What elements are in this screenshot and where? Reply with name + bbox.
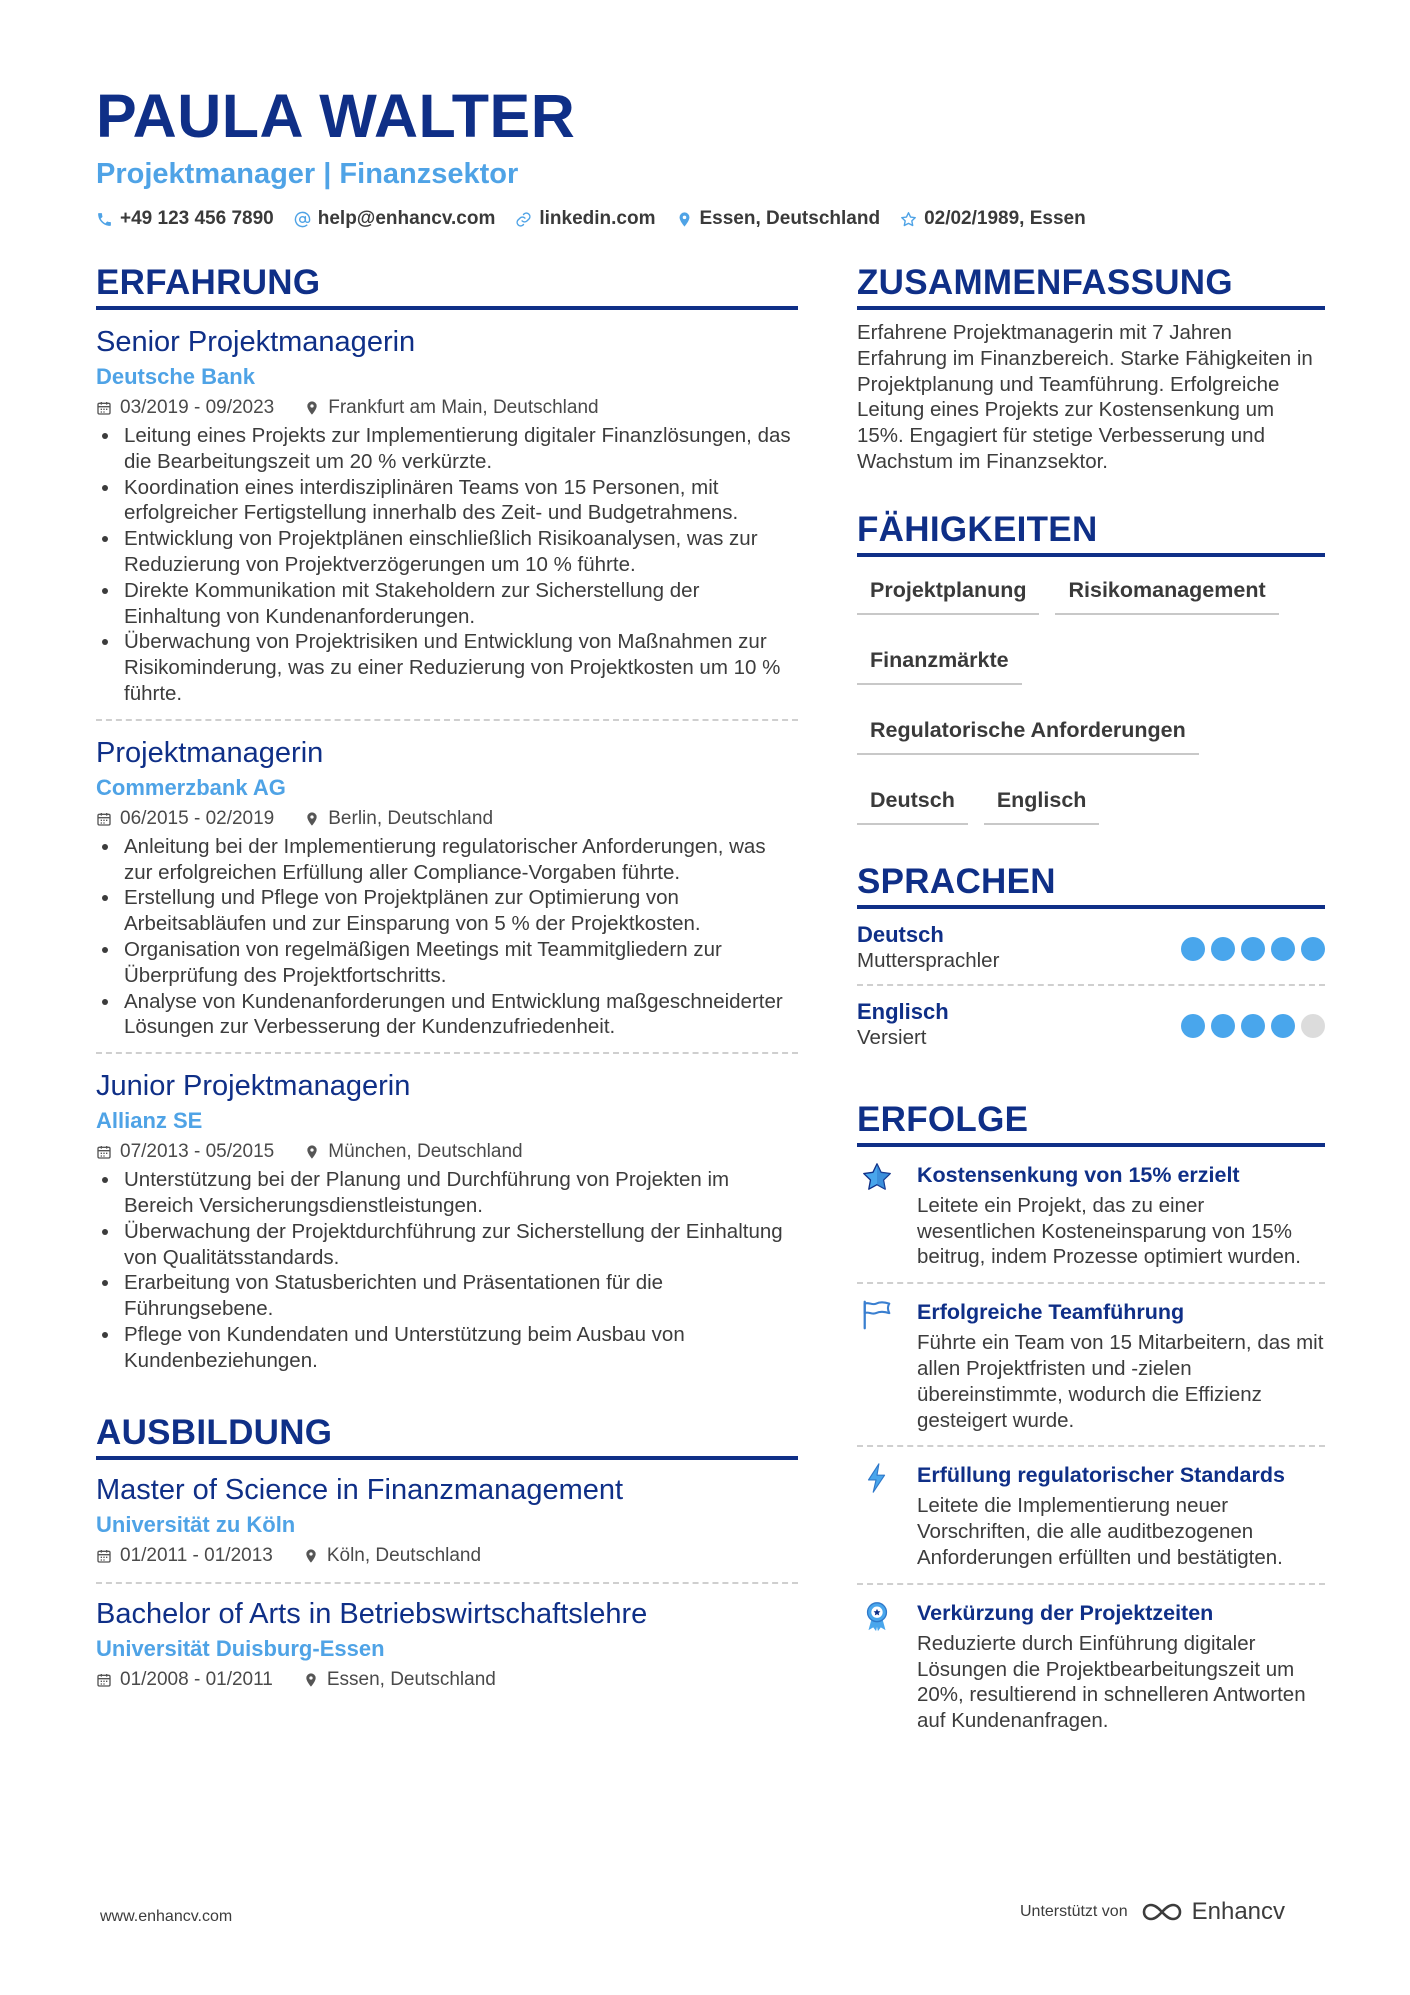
phone-icon xyxy=(96,211,113,228)
dates-text: 03/2019 - 09/2023 xyxy=(120,397,275,418)
bullet-item: Leitung eines Projekts zur Implementierung digitaler Finanzlösungen, das die Bearbeitungszeit um 20 % verkürzte. xyxy=(96,423,798,475)
proficiency-dot xyxy=(1241,1014,1265,1038)
bullet-item: Koordination eines interdisziplinären Teams von 15 Personen, mit erfolgreicher Fertigstellung innerhalb des Zeit- und Budgetrahmens. xyxy=(96,475,798,527)
entry-location xyxy=(304,1138,522,1166)
skills-heading: FÄHIGKEITEN xyxy=(857,509,1325,557)
school-name: Universität Duisburg-Essen xyxy=(96,1635,385,1661)
education-entry xyxy=(96,1460,798,1570)
achievement-bullets xyxy=(96,1167,798,1373)
proficiency-dot xyxy=(1181,937,1205,961)
calendar-icon xyxy=(96,811,112,827)
bullet-item: Analyse von Kundenanforderungen und Entwicklung maßgeschneiderter Lösungen zur Verbesserung der Kundenzufriedenheit. xyxy=(96,989,798,1041)
achievement-title: Erfolgreiche Teamführung xyxy=(917,1300,1185,1325)
experience-heading: ERFAHRUNG xyxy=(96,262,798,310)
left-column xyxy=(96,262,798,1694)
right-column xyxy=(857,262,1325,1746)
bullet-item: Erarbeitung von Statusberichten und Präsentationen für die Führungsebene. xyxy=(96,1270,798,1322)
job-title: Projektmanagerin xyxy=(96,736,324,769)
infinity-logo-icon xyxy=(1140,1900,1184,1924)
skill-tag: Regulatorische Anforderungen xyxy=(857,709,1199,755)
education-entry xyxy=(96,1582,798,1694)
language-name: Deutsch xyxy=(857,921,944,947)
achievement-title: Erfüllung regulatorischer Standards xyxy=(917,1463,1285,1488)
linkedin-text: linkedin.com xyxy=(539,208,656,229)
powered-by-text: Unterstützt von xyxy=(1020,1903,1128,1920)
education-heading: AUSBILDUNG xyxy=(96,1412,798,1460)
map-pin-icon xyxy=(304,400,320,416)
company-name: Allianz SE xyxy=(96,1108,203,1134)
entry-meta xyxy=(96,1542,798,1570)
achievement-description: Leitete die Implementierung neuer Vorschriften, die alle auditbezogenen Anforderungen erfüllten und bestätigten. xyxy=(917,1494,1283,1569)
proficiency-dot xyxy=(1211,937,1235,961)
map-pin-icon xyxy=(303,1548,319,1564)
language-level: Muttersprachler xyxy=(857,948,1000,972)
summary-text: Erfahrene Projektmanagerin mit 7 Jahren Erfahrung im Finanzbereich. Starke Fähigkeiten in Projektplanung und Teamführung. Erfolgreiche Leitung eines Projekts zur Kostensenkung um 15%. Engagiert für stetige Verbesserung und Wachstum im Finanzsektor. xyxy=(857,321,1313,473)
link-icon xyxy=(515,211,532,228)
entry-location xyxy=(304,805,493,833)
achievement-bullets xyxy=(96,423,798,707)
map-pin-icon xyxy=(676,211,693,228)
skill-tag: Finanzmärkte xyxy=(857,639,1022,685)
star-icon xyxy=(857,1161,897,1270)
location-text: Essen, Deutschland xyxy=(699,208,881,229)
achievements-list xyxy=(857,1147,1325,1746)
company-name: Deutsche Bank xyxy=(96,364,255,389)
bullet-item: Anleitung bei der Implementierung regulatorischer Anforderungen, was zur erfolgreichen Erfüllung aller Compliance-Vorgaben führte. xyxy=(96,834,798,886)
achievement-body xyxy=(917,1161,1325,1270)
entry-meta xyxy=(96,1138,798,1166)
proficiency-dot xyxy=(1241,937,1265,961)
footer-branding xyxy=(1020,1898,1285,1926)
location-text: Essen, Deutschland xyxy=(326,1668,496,1690)
experience-entry xyxy=(96,719,798,1040)
achievement-description: Leitete ein Projekt, das zu einer wesentlichen Kosteneinsparung von 15% beitrug, indem Prozesse optimiert wurden. xyxy=(917,1193,1301,1269)
entry-meta xyxy=(96,1666,798,1694)
location-text: München, Deutschland xyxy=(328,1141,523,1163)
brand-logo[interactable] xyxy=(1140,1898,1285,1926)
job-title: Senior Projektmanagerin xyxy=(96,326,416,358)
entry-dates xyxy=(96,394,274,422)
bullet-item: Entwicklung von Projektplänen einschließlich Risikoanalysen, was zur Reduzierung von Projektverzögerungen um 10 % führte. xyxy=(96,526,798,578)
language-level: Versiert xyxy=(857,1025,927,1049)
achievement-item xyxy=(857,1282,1325,1445)
email-text: help@enhancv.com xyxy=(317,208,496,229)
calendar-icon xyxy=(96,400,112,416)
language-info xyxy=(857,998,949,1051)
degree-title: Bachelor of Arts in Betriebswirtschaftslehre xyxy=(96,1597,648,1630)
achievement-body xyxy=(917,1461,1325,1570)
proficiency-dot xyxy=(1181,1014,1205,1038)
language-row xyxy=(857,909,1325,984)
language-name: Englisch xyxy=(857,998,949,1024)
calendar-icon xyxy=(96,1144,112,1160)
experience-list xyxy=(96,310,798,1374)
entry-meta xyxy=(96,805,798,833)
experience-entry xyxy=(96,310,798,707)
brand-name: Enhancv xyxy=(1191,1898,1286,1925)
bullet-item: Erstellung und Pflege von Projektplänen zur Optimierung von Arbeitsabläufen und zur Einsparung von 5 % der Projektkosten. xyxy=(96,885,798,937)
entry-dates xyxy=(96,1138,274,1166)
contact-email[interactable] xyxy=(294,206,496,232)
company-name: Commerzbank AG xyxy=(96,774,286,800)
contact-location xyxy=(676,206,881,232)
degree-title: Master of Science in Finanzmanagement xyxy=(96,1473,624,1506)
school-name: Universität zu Köln xyxy=(96,1511,296,1537)
language-row xyxy=(857,984,1325,1061)
languages-heading: SPRACHEN xyxy=(857,861,1325,909)
achievement-item xyxy=(857,1445,1325,1582)
dates-text: 06/2015 - 02/2019 xyxy=(120,807,275,829)
map-pin-icon xyxy=(304,1144,320,1160)
map-pin-icon xyxy=(304,811,320,827)
location-text: Frankfurt am Main, Deutschland xyxy=(328,397,599,418)
calendar-icon xyxy=(96,1548,112,1564)
summary-heading: ZUSAMMENFASSUNG xyxy=(857,262,1325,310)
entry-location xyxy=(303,1542,481,1570)
entry-location xyxy=(304,394,598,422)
achievement-item xyxy=(857,1583,1325,1746)
dates-text: 01/2008 - 01/2011 xyxy=(120,1668,273,1690)
skill-tag: Risikomanagement xyxy=(1055,569,1278,615)
contact-phone[interactable] xyxy=(96,206,274,232)
proficiency-dot xyxy=(1301,937,1325,961)
calendar-icon xyxy=(96,1672,112,1688)
bullet-item: Überwachung der Projektdurchführung zur Sicherstellung der Einhaltung von Qualitätsstandards. xyxy=(96,1219,798,1271)
skills-list xyxy=(857,569,1327,825)
entry-meta xyxy=(96,394,798,422)
entry-location xyxy=(303,1666,496,1694)
entry-dates xyxy=(96,1666,273,1694)
bullet-item: Unterstützung bei der Planung und Durchführung von Projekten im Bereich Versicherungsdienstleistungen. xyxy=(96,1167,798,1219)
achievement-title: Kostensenkung von 15% erzielt xyxy=(917,1162,1240,1187)
achievement-description: Führte ein Team von 15 Mitarbeitern, das mit allen Projektfristen und -zielen übereinstimmte, wodurch die Effizienz gesteigert wurde. xyxy=(917,1331,1324,1432)
phone-text: +49 123 456 7890 xyxy=(120,208,274,229)
achievement-body xyxy=(917,1599,1325,1734)
entry-dates xyxy=(96,805,274,833)
language-info xyxy=(857,921,999,974)
skill-tag: Englisch xyxy=(984,779,1100,825)
at-icon xyxy=(294,211,311,228)
proficiency-dot xyxy=(1211,1014,1235,1038)
skill-tag: Deutsch xyxy=(857,779,968,825)
achievement-bullets xyxy=(96,834,798,1040)
star-outline-icon xyxy=(900,211,917,228)
achievement-body xyxy=(917,1298,1325,1433)
skills-section xyxy=(857,509,1325,825)
proficiency-dot xyxy=(1271,1014,1295,1038)
candidate-title: Projektmanager | Finanzsektor xyxy=(96,158,519,190)
bullet-item: Pflege von Kundendaten und Unterstützung beim Ausbau von Kundenbeziehungen. xyxy=(96,1322,798,1374)
proficiency-dots xyxy=(1181,1014,1325,1038)
achievements-section xyxy=(857,1099,1325,1746)
footer-website[interactable]: www.enhancv.com xyxy=(100,1908,233,1925)
dates-text: 01/2011 - 01/2013 xyxy=(120,1544,273,1566)
bullet-item: Organisation von regelmäßigen Meetings mit Teammitgliedern zur Überprüfung des Projektfortschritts. xyxy=(96,937,798,989)
candidate-name: PAULA WALTER xyxy=(96,82,576,150)
bullet-item: Direkte Kommunikation mit Stakeholdern zur Sicherstellung der Einhaltung von Kundenanforderungen. xyxy=(96,578,798,630)
contact-linkedin[interactable] xyxy=(515,206,655,232)
dates-text: 07/2013 - 05/2015 xyxy=(120,1141,275,1163)
achievement-item xyxy=(857,1147,1325,1282)
proficiency-dot xyxy=(1271,937,1295,961)
flag-icon xyxy=(857,1298,897,1433)
experience-entry xyxy=(96,1052,798,1373)
proficiency-dot xyxy=(1301,1014,1325,1038)
languages-section xyxy=(857,861,1325,1061)
location-text: Köln, Deutschland xyxy=(326,1544,482,1566)
lightning-icon xyxy=(857,1461,897,1570)
achievement-title: Verkürzung der Projektzeiten xyxy=(917,1600,1214,1625)
languages-list xyxy=(857,909,1325,1061)
award-icon xyxy=(857,1599,897,1734)
skill-tag: Projektplanung xyxy=(857,569,1039,615)
proficiency-dots xyxy=(1181,937,1325,961)
achievements-heading: ERFOLGE xyxy=(857,1099,1325,1147)
resume-header xyxy=(96,80,1336,232)
contact-bar xyxy=(96,206,1336,232)
job-title: Junior Projektmanagerin xyxy=(96,1070,411,1103)
achievement-description: Reduzierte durch Einführung digitaler Lösungen die Projektbearbeitungszeit um 20%, resultierend in schnelleren Antworten auf Kundenanfragen. xyxy=(917,1631,1306,1733)
map-pin-icon xyxy=(303,1672,319,1688)
entry-dates xyxy=(96,1542,273,1570)
bullet-item: Überwachung von Projektrisiken und Entwicklung von Maßnahmen zur Risikominderung, was zu einer Reduzierung von Projektkosten um 10 % führte. xyxy=(96,629,798,706)
contact-birth xyxy=(900,206,1086,232)
location-text: Berlin, Deutschland xyxy=(328,807,494,829)
birth-text: 02/02/1989, Essen xyxy=(924,208,1086,229)
education-list xyxy=(96,1460,798,1694)
education-section xyxy=(96,1412,798,1694)
